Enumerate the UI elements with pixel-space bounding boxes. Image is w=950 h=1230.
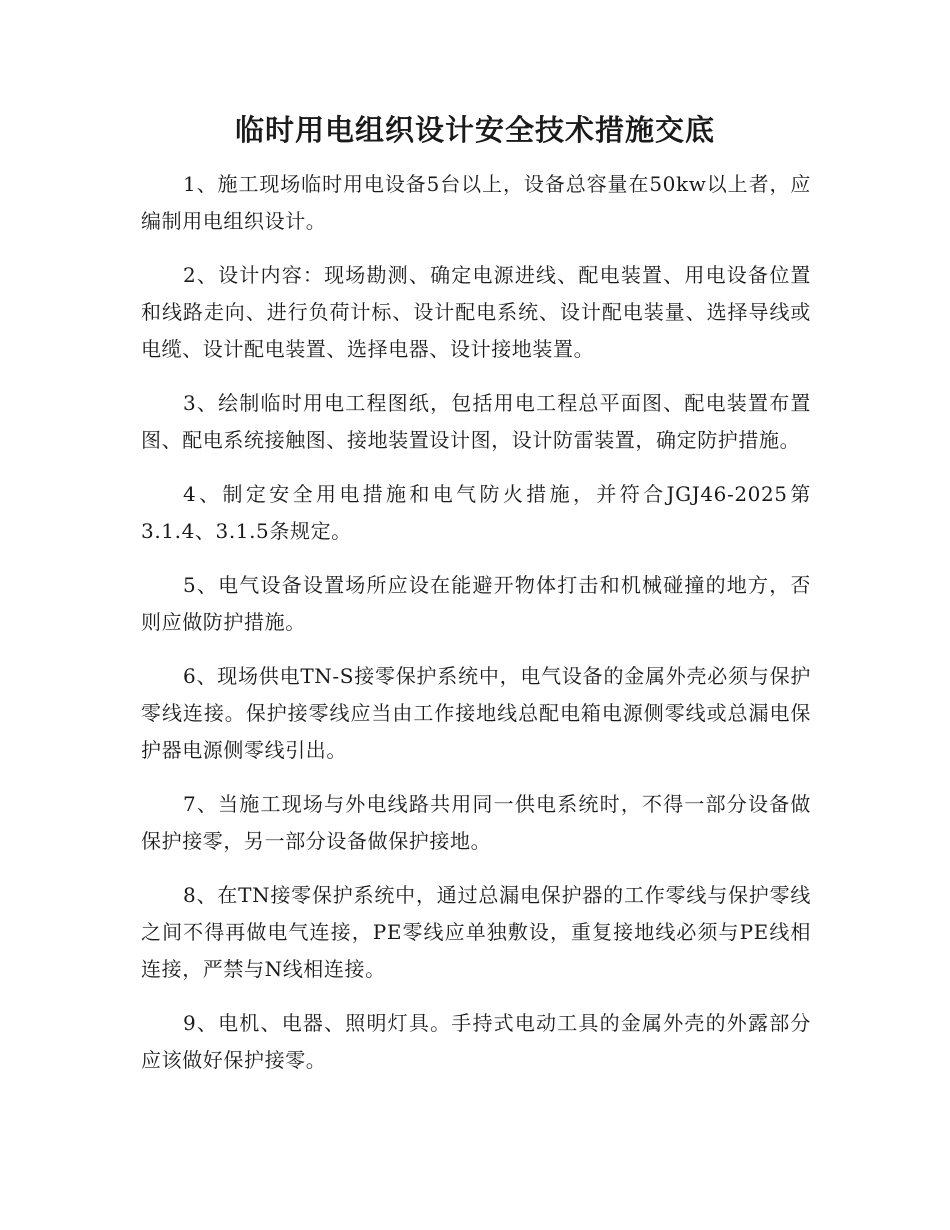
paragraph-6: 6、现场供电TN-S接零保护系统中，电气设备的金属外壳必须与保护零线连接。保护接零线应当由工作接地线总配电箱电源侧零线或总漏电保护器电源侧零线引出。 — [141, 664, 811, 762]
paragraph-2: 2、设计内容：现场勘测、确定电源进线、配电装置、用电设备位置和线路走向、进行负荷计标、设计配电系统、设计配电装量、选择导线或电缆、设计配电装置、选择电器、设计接地装置。 — [141, 263, 811, 361]
paragraph-8: 8、在TN接零保护系统中，通过总漏电保护器的工作零线与保护零线之间不得再做电气连接，PE零线应单独敷设，重复接地线必须与PE线相连接，严禁与N线相连接。 — [141, 883, 811, 981]
document-body — [141, 166, 811, 1096]
paragraph-5: 5、电气设备设置场所应设在能避开物体打击和机械碰撞的地方，否则应做防护措施。 — [141, 573, 811, 634]
paragraph-4: 4、制定安全用电措施和电气防火措施，并符合JGJ46-2025第3.1.4、3.1.5条规定。 — [141, 482, 811, 543]
paragraph-3: 3、绘制临时用电工程图纸，包括用电工程总平面图、配电装置布置图、配电系统接触图、接地装置设计图，设计防雷装置，确定防护措施。 — [141, 391, 811, 452]
paragraph-1: 1、施工现场临时用电设备5台以上，设备总容量在50kw以上者，应编制用电组织设计。 — [141, 172, 811, 233]
document-title: 临时用电组织设计安全技术措施交底 — [234, 113, 715, 147]
paragraph-9: 9、电机、电器、照明灯具。手持式电动工具的金属外壳的外露部分应该做好保护接零。 — [141, 1011, 811, 1072]
paragraph-7: 7、当施工现场与外电线路共用同一供电系统时，不得一部分设备做保护接零，另一部分设备做保护接地。 — [141, 792, 811, 853]
